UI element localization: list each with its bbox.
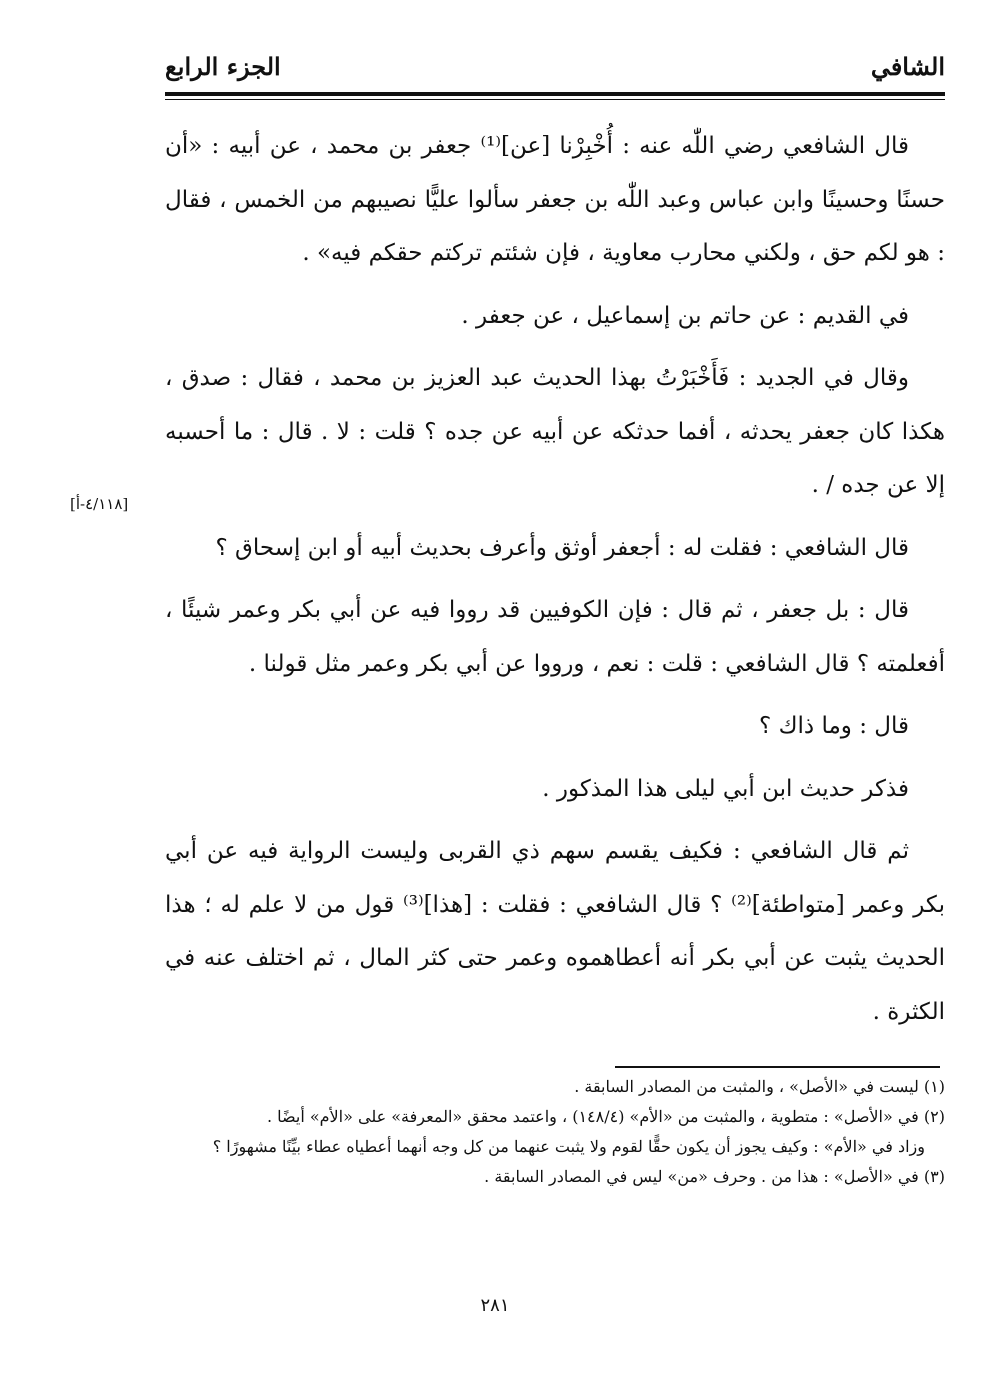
header-rule-thick bbox=[165, 92, 945, 96]
paragraph: قال : وما ذاك ؟ bbox=[759, 713, 909, 739]
paragraph: وقال في الجديد : فَأَخْبَرْتُ بهذا الحديث عبد العزيز بن محمد ، فقال : صدق ، هكذا كان جعفر يحدثه ، أفما حدثكه عن أبيه عن جده ؟ قلت : لا . قال : ما أحسبه إلا عن جده / . bbox=[165, 365, 945, 498]
footnote-3: (٣) في «الأصل» : هذا من . وحرف «من» ليس في المصادر السابقة . bbox=[484, 1167, 945, 1186]
footnote-separator bbox=[615, 1066, 940, 1068]
footnote-2-continuation: وزاد في «الأم» : وكيف يجوز أن يكون حقًّا لقوم ولا يثبت عنهما من كل وجه أنهما أعطياه عطاء بيِّنًا مشهورًا ؟ bbox=[212, 1137, 925, 1156]
footnotes bbox=[165, 1072, 945, 1192]
running-header bbox=[165, 52, 945, 92]
footnote-2: (٢) في «الأصل» : متطوية ، والمثبت من «الأم» (١٤٨/٤) ، واعتمد محقق «المعرفة» على «الأم» أيضًا . bbox=[266, 1107, 945, 1126]
paragraph: في القديم : عن حاتم بن إسماعيل ، عن جعفر . bbox=[461, 302, 909, 329]
paragraph: قال : بل جعفر ، ثم قال : فإن الكوفيين قد رووا فيه عن أبي بكر وعمر شيئًا ، أفعلمته ؟ قال الشافعي : قلت : نعم ، ورووا عن أبي بكر وعمر مثل قولنا . bbox=[165, 597, 945, 677]
paragraph: ثم قال الشافعي : فكيف يقسم سهم ذي القربى وليست الرواية فيه عن أبي بكر وعمر [متواطئة]⁽²⁾ ؟ قال الشافعي : فقلت : [هذا]⁽³⁾ قول من لا علم له ؛ هذا الحديث يثبت عن أبي بكر أنه أعطاهموه وعمر حتى كثر المال ، ثم اختلف عنه في الكثرة . bbox=[165, 838, 945, 1025]
paragraph: قال الشافعي : فقلت له : أجعفر أوثق وأعرف بحديث أبيه أو ابن إسحاق ؟ bbox=[215, 534, 909, 561]
page-number: ٢٨١ bbox=[480, 1295, 510, 1316]
paragraph: فذكر حديث ابن أبي ليلى هذا المذكور . bbox=[542, 775, 909, 802]
header-volume-title: الجزء الرابع bbox=[165, 52, 281, 81]
paragraph: قال الشافعي رضي اللّٰه عنه : أُخْبِرْنا [عن]⁽¹⁾ جعفر بن محمد ، عن أبيه : «أن حسنًا وحسينًا وابن عباس وعبد اللّٰه بن جعفر سألوا عليًّا نصيبهم من الخمس ، فقال : هو لكم حق ، ولكني محارب معاوية ، فإن شئتم تركتم حقكم فيه» . bbox=[165, 133, 945, 266]
main-text bbox=[165, 120, 945, 1048]
footnote-1: (١) ليست في «الأصل» ، والمثبت من المصادر السابقة . bbox=[574, 1077, 945, 1096]
header-book-title: الشافي bbox=[870, 52, 945, 81]
header-rule-thin bbox=[165, 99, 945, 100]
margin-folio-note: [٤/١١٨-أ] bbox=[70, 495, 129, 513]
